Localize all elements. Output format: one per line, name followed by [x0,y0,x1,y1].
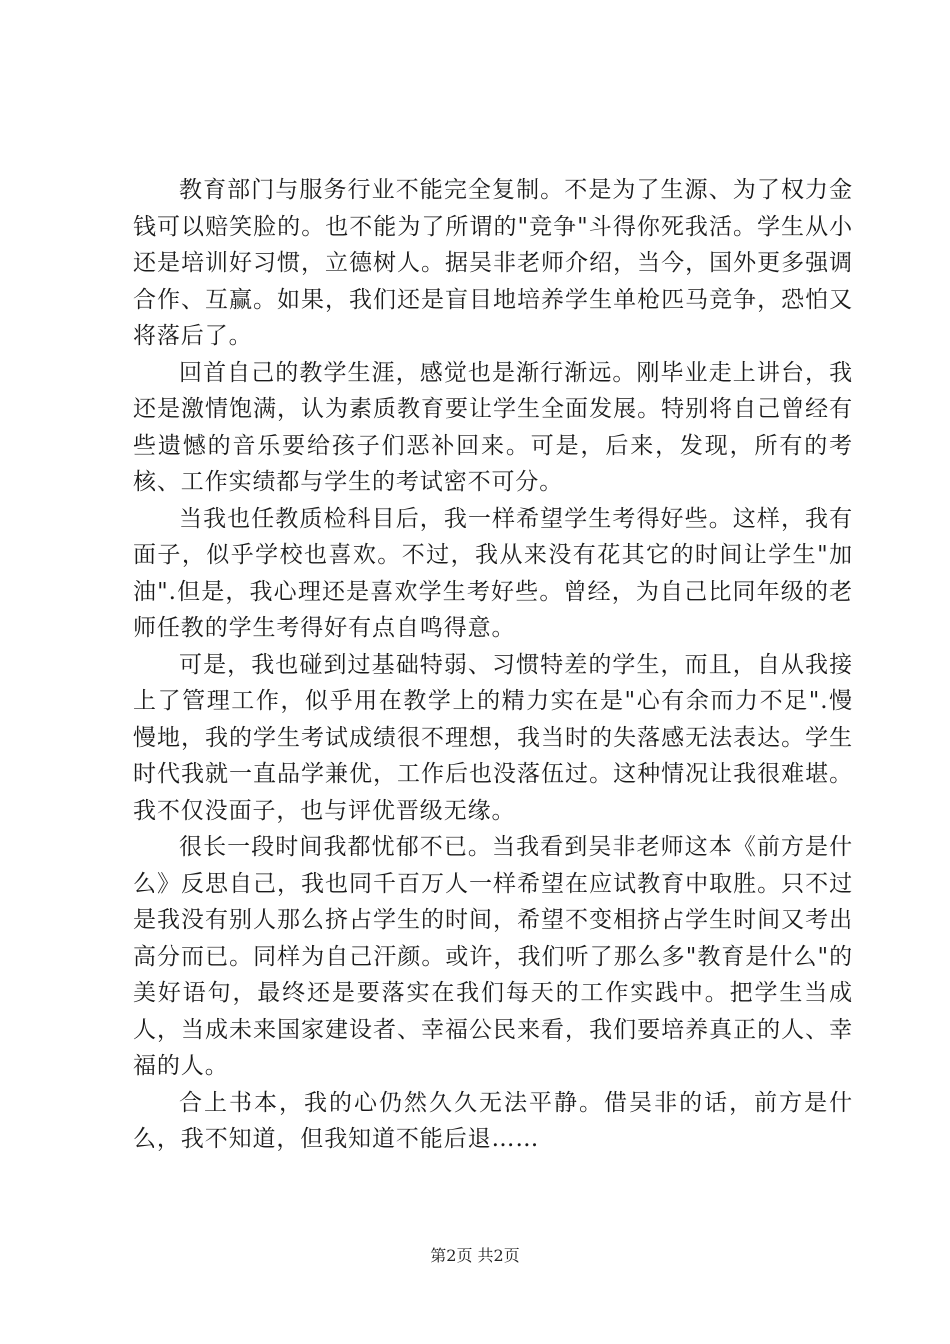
paragraph: 合上书本，我的心仍然久久无法平静。借吴非的话，前方是什么，我不知道，但我知道不能后退…… [133,1089,853,1152]
page-number: 第2页 共2页 [430,1246,520,1265]
paragraph: 当我也任教质检科目后，我一样希望学生考得好些。这样，我有面子，似乎学校也喜欢。不过，我从来没有花其它的时间让学生"加油".但是，我心理还是喜欢学生考好些。曾经，为自己比同年级的老师任教的学生考得好有点自鸣得意。 [133,505,853,641]
paragraph: 很长一段时间我都忧郁不已。当我看到吴非老师这本《前方是什么》反思自己，我也同千百万人一样希望在应试教育中取胜。只不过是我没有别人那么挤占学生的时间，希望不变相挤占学生时间又考出高分而已。同样为自己汗颜。或许，我们听了那么多"教育是什么"的美好语句，最终还是要落实在我们每天的工作实践中。把学生当成人，当成未来国家建设者、幸福公民来看，我们要培养真正的人、幸福的人。 [133,834,853,1079]
paragraph: 可是，我也碰到过基础特弱、习惯特差的学生，而且，自从我接上了管理工作，似乎用在教学上的精力实在是"心有余而力不足".慢慢地，我的学生考试成绩很不理想，我当时的失落感无法表达。学生时代我就一直品学兼优，工作后也没落伍过。这种情况让我很难堪。我不仅没面子，也与评优晋级无缘。 [133,651,853,824]
paragraph: 教育部门与服务行业不能完全复制。不是为了生源、为了权力金钱可以赔笑脸的。也不能为了所谓的"竞争"斗得你死我活。学生从小还是培训好习惯，立德树人。据吴非老师介绍，当今，国外更多强调合作、互赢。如果，我们还是盲目地培养学生单枪匹马竞争，恐怕又将落后了。 [133,177,853,349]
paragraph: 回首自己的教学生涯，感觉也是渐行渐远。刚毕业走上讲台，我还是激情饱满，认为素质教育要让学生全面发展。特别将自己曾经有些遗憾的音乐要给孩子们恶补回来。可是，后来，发现，所有的考核、工作实绩都与学生的考试密不可分。 [133,359,853,495]
body-text [133,172,853,1158]
page-footer [0,1243,950,1266]
